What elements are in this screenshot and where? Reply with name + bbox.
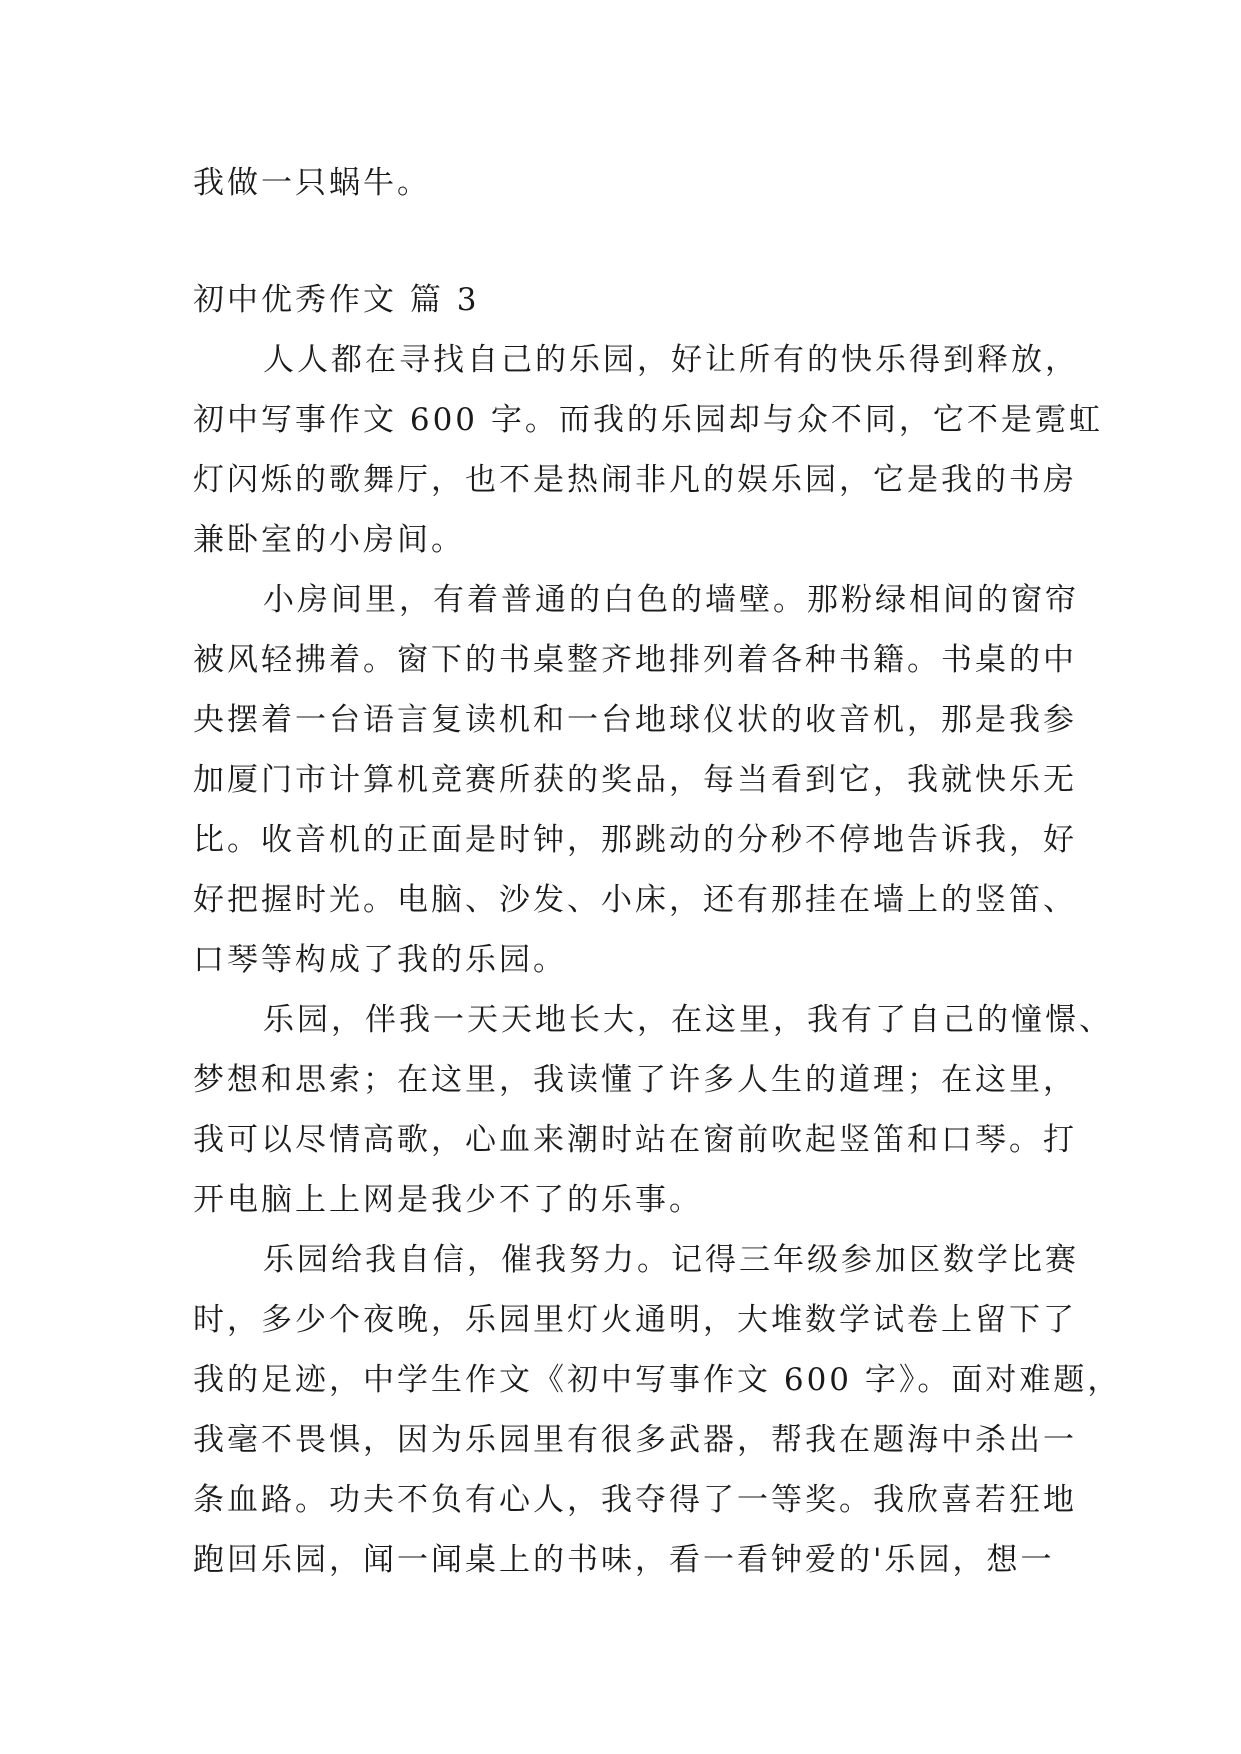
paragraph-line: 条血路。功夫不负有心人，我夺得了一等奖。我欣喜若狂地 bbox=[193, 1482, 1077, 1518]
paragraph bbox=[193, 330, 1103, 570]
paragraph-line: 加厦门市计算机竞赛所获的奖品，每当看到它，我就快乐无 bbox=[193, 762, 1077, 798]
paragraph-line: 跑回乐园，闻一闻桌上的书味，看一看钟爱的'乐园，想一 bbox=[193, 1542, 1055, 1578]
paragraph-line: 被风轻拂着。窗下的书桌整齐地排列着各种书籍。书桌的中 bbox=[193, 642, 1077, 678]
paragraph-line: 好把握时光。电脑、沙发、小床，还有那挂在墙上的竖笛、 bbox=[193, 882, 1077, 918]
paragraph-line: 比。收音机的正面是时钟，那跳动的分秒不停地告诉我，好 bbox=[193, 822, 1077, 858]
lead-line: 我做一只蜗牛。 bbox=[193, 165, 431, 201]
paragraph-line: 小房间里，有着普通的白色的墙壁。那粉绿相间的窗帘 bbox=[263, 582, 1079, 618]
paragraph-line: 我的足迹，中学生作文《初中写事作文 600 字》。面对难题， bbox=[193, 1362, 1122, 1398]
paragraph-line: 时，多少个夜晚，乐园里灯火通明，大堆数学试卷上留下了 bbox=[193, 1302, 1077, 1338]
paragraph-line: 乐园给我自信，催我努力。记得三年级参加区数学比赛 bbox=[263, 1242, 1079, 1278]
paragraph-line: 梦想和思索；在这里，我读懂了许多人生的道理；在这里， bbox=[193, 1062, 1077, 1098]
paragraph-line: 开电脑上上网是我少不了的乐事。 bbox=[193, 1182, 703, 1218]
paragraph-line: 人人都在寻找自己的乐园，好让所有的快乐得到释放， bbox=[263, 342, 1079, 378]
paragraph-line: 口琴等构成了我的乐园。 bbox=[193, 942, 567, 978]
section-heading: 初中优秀作文 篇 3 bbox=[193, 282, 480, 318]
paragraph bbox=[193, 1230, 1122, 1590]
paragraph-line: 灯闪烁的歌舞厅，也不是热闹非凡的娱乐园，它是我的书房 bbox=[193, 462, 1077, 498]
essay-body bbox=[193, 330, 1122, 1590]
paragraph-line: 我可以尽情高歌，心血来潮时站在窗前吹起竖笛和口琴。打 bbox=[193, 1122, 1077, 1158]
paragraph-line: 央摆着一台语言复读机和一台地球仪状的收音机，那是我参 bbox=[193, 702, 1077, 738]
paragraph-line: 乐园，伴我一天天地长大，在这里，我有了自己的憧憬、 bbox=[263, 1002, 1113, 1038]
paragraph-line: 我毫不畏惧，因为乐园里有很多武器，帮我在题海中杀出一 bbox=[193, 1422, 1077, 1458]
paragraph-line: 初中写事作文 600 字。而我的乐园却与众不同，它不是霓虹 bbox=[193, 402, 1103, 438]
paragraph bbox=[193, 570, 1079, 990]
paragraph bbox=[193, 990, 1113, 1230]
paragraph-line: 兼卧室的小房间。 bbox=[193, 522, 465, 558]
